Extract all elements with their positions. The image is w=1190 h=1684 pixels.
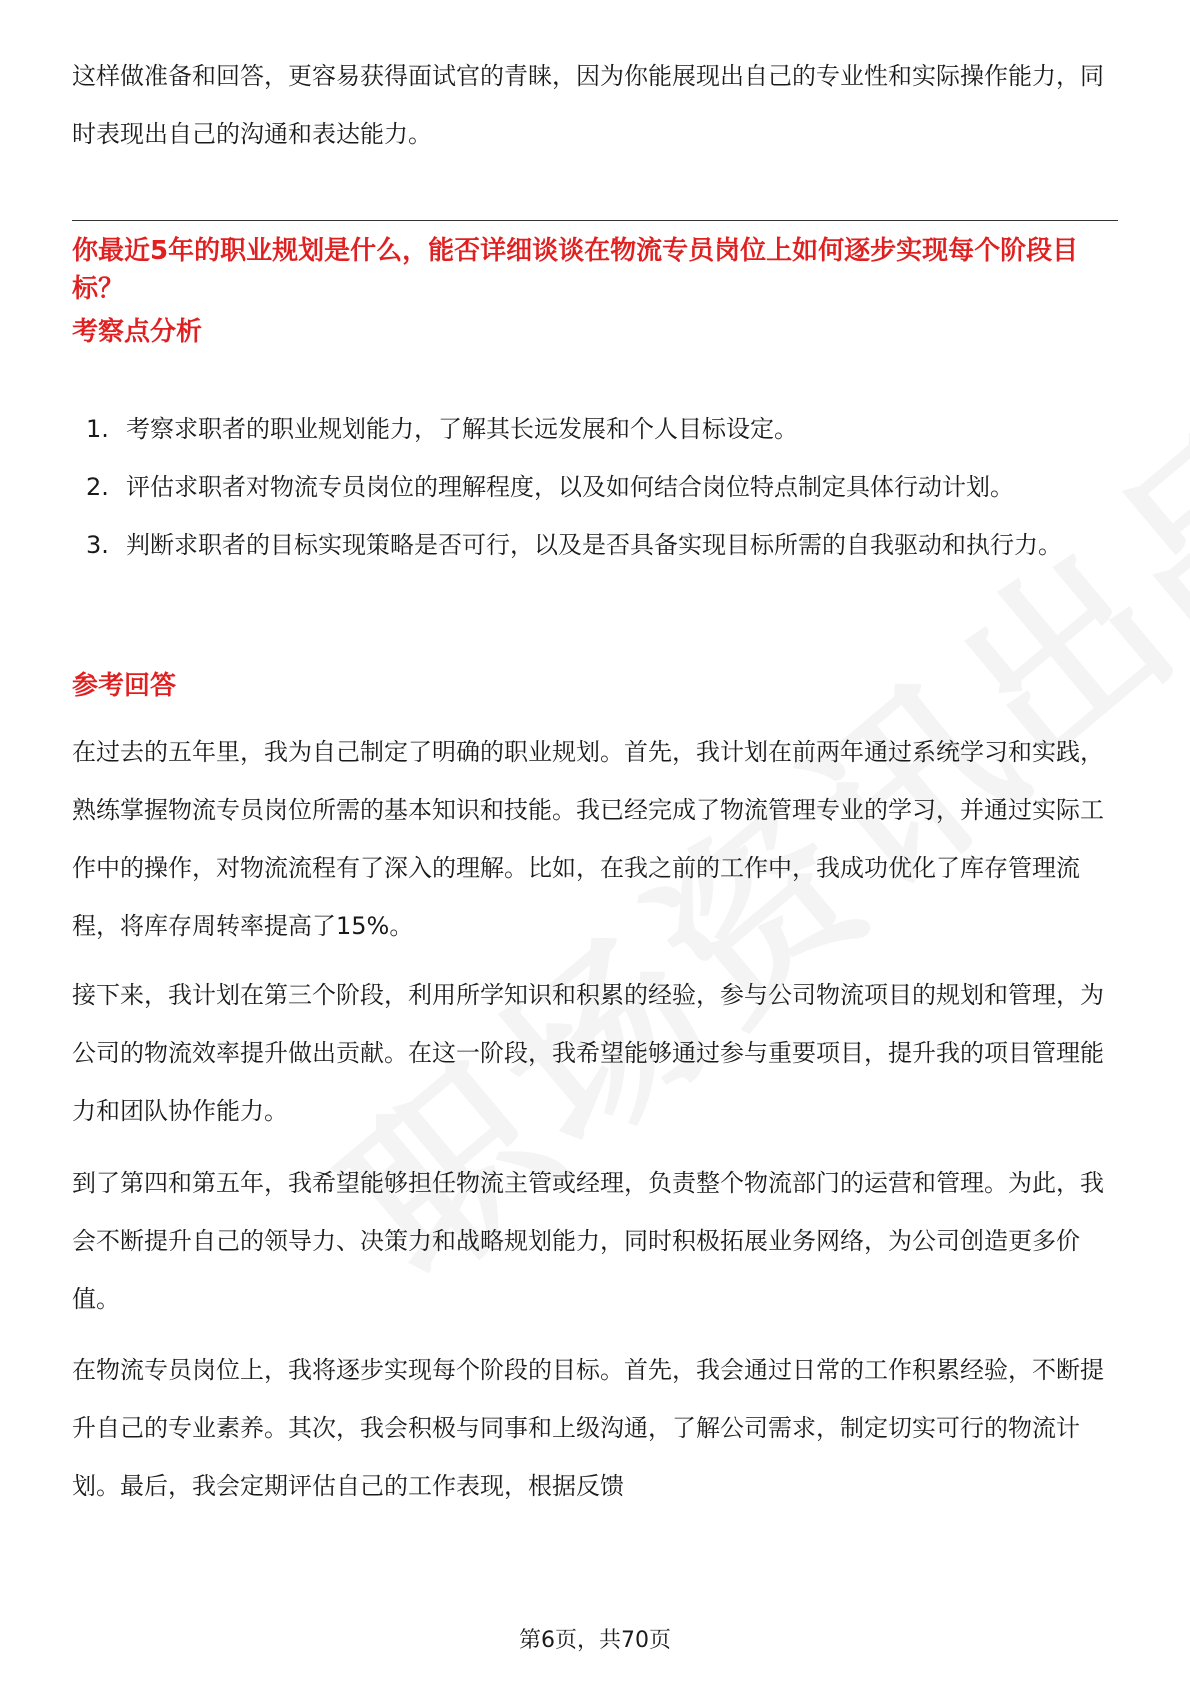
analysis-points-list <box>72 400 1118 574</box>
answer-paragraph: 接下来，我计划在第三个阶段，利用所学知识和积累的经验，参与公司物流项目的规划和管理，为公司的物流效率提升做出贡献。在这一阶段，我希望能够通过参与重要项目，提升我的项目管理能力和团队协作能力。 <box>72 981 1104 1125</box>
analysis-heading: 考察点分析 <box>72 317 203 347</box>
list-item-text: 考察求职者的职业规划能力，了解其长远发展和个人目标设定。 <box>126 415 798 443</box>
list-item <box>72 458 1118 516</box>
answer-paragraph: 到了第四和第五年，我希望能够担任物流主管或经理，负责整个物流部门的运营和管理。为此，我会不断提升自己的领导力、决策力和战略规划能力，同时积极拓展业务网络，为公司创造更多价值。 <box>72 1169 1104 1313</box>
interview-question: 你最近5年的职业规划是什么，能否详细谈谈在物流专员岗位上如何逐步实现每个阶段目标？ <box>72 236 1079 304</box>
list-item-text: 评估求职者对物流专员岗位的理解程度，以及如何结合岗位特点制定具体行动计划。 <box>126 473 1014 501</box>
list-item <box>72 516 1118 574</box>
list-item-number: 1. <box>86 415 109 443</box>
answer-heading: 参考回答 <box>72 671 177 701</box>
page-number: 第6页，共70页 <box>519 1628 671 1653</box>
section-divider <box>72 220 1118 221</box>
intro-paragraph: 这样做准备和回答，更容易获得面试官的青睐，因为你能展现出自己的专业性和实际操作能力，同时表现出自己的沟通和表达能力。 <box>72 62 1104 148</box>
list-item-number: 3. <box>86 531 109 559</box>
list-item-text: 判断求职者的目标实现策略是否可行，以及是否具备实现目标所需的自我驱动和执行力。 <box>126 531 1062 559</box>
list-item <box>72 400 1118 458</box>
answer-paragraph: 在过去的五年里，我为自己制定了明确的职业规划。首先，我计划在前两年通过系统学习和实践，熟练掌握物流专员岗位所需的基本知识和技能。我已经完成了物流管理专业的学习，并通过实际工作中的操作，对物流流程有了深入的理解。比如，在我之前的工作中，我成功优化了库存管理流程，将库存周转率提高了15%。 <box>72 738 1104 940</box>
list-item-number: 2. <box>86 473 109 501</box>
answer-paragraph: 在物流专员岗位上，我将逐步实现每个阶段的目标。首先，我会通过日常的工作积累经验，不断提升自己的专业素养。其次，我会积极与同事和上级沟通，了解公司需求，制定切实可行的物流计划。最后，我会定期评估自己的工作表现，根据反馈 <box>72 1356 1104 1500</box>
